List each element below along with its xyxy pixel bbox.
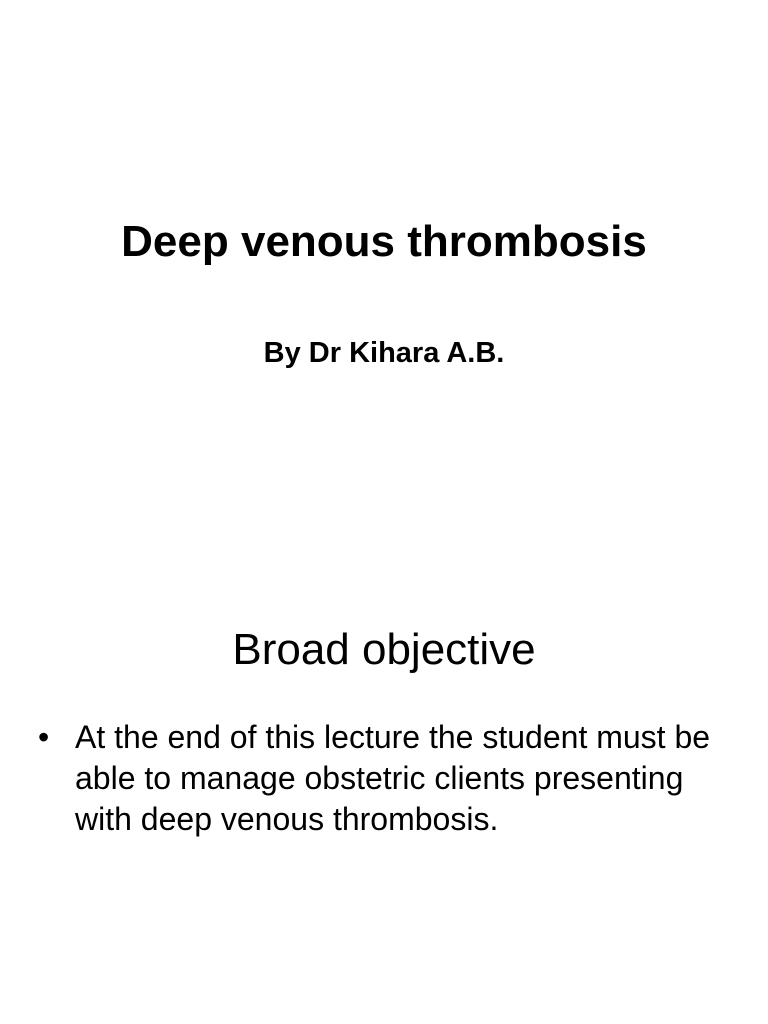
bullet-list (0, 717, 768, 840)
slide-heading: Broad objective (232, 625, 536, 674)
author-subtitle: By Dr Kihara A.B. (263, 337, 505, 369)
objective-slide (0, 512, 768, 1024)
slide-title: Deep venous thrombosis (121, 217, 647, 266)
bullet-text: At the end of this lecture the student must be able to manage obstetric clients presenting with deep venous thrombosis. (75, 719, 711, 837)
bullet-icon: • (38, 719, 50, 755)
bullet-item (0, 717, 768, 840)
